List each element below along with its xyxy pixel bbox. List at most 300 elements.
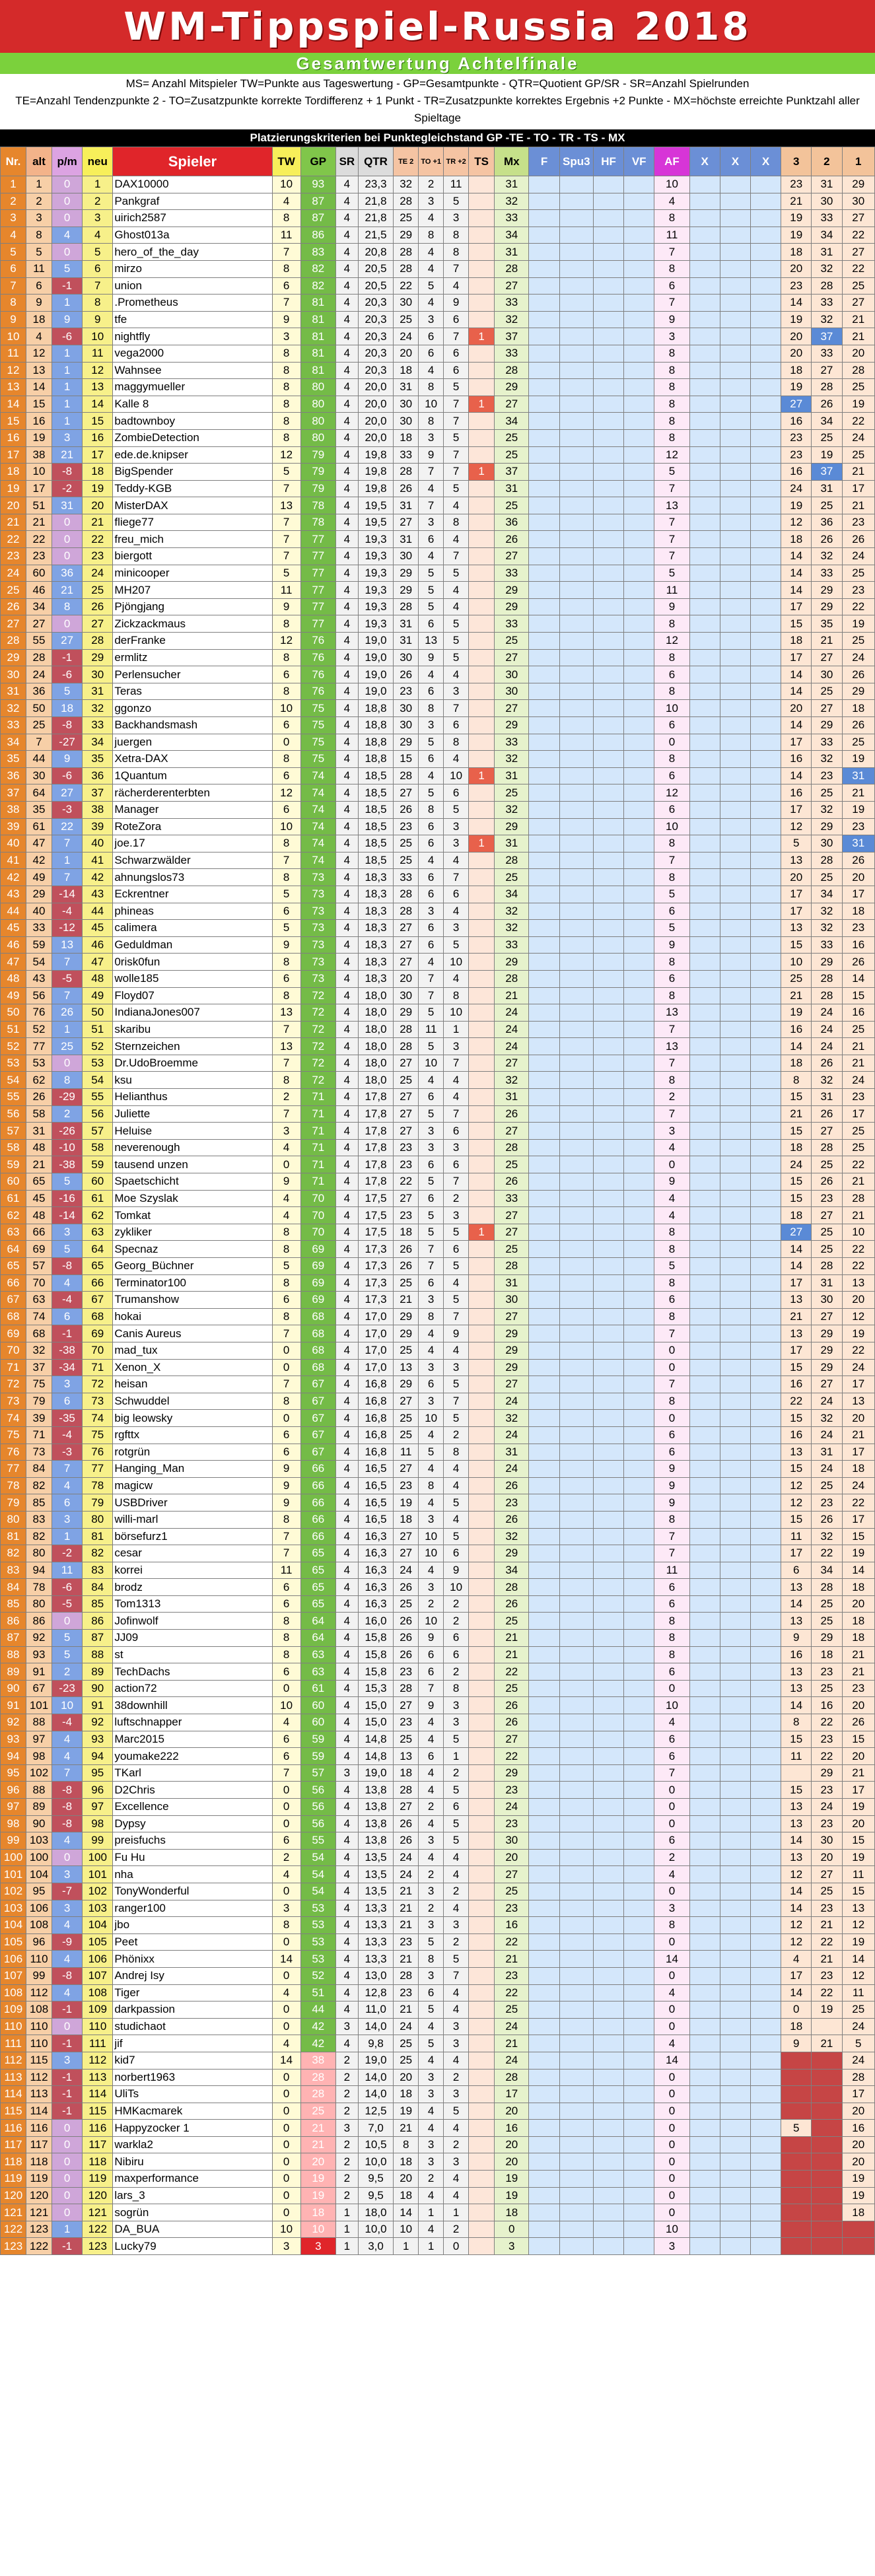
cell-spieler[interactable]: D2Chris: [113, 1782, 272, 1799]
table-row[interactable]: [1, 1528, 875, 1545]
col-alt[interactable]: alt: [26, 147, 52, 176]
cell-spieler[interactable]: ggonzo: [113, 700, 272, 717]
cell-spieler[interactable]: Kalle 8: [113, 396, 272, 413]
cell-spieler[interactable]: ahnungslos73: [113, 869, 272, 886]
table-row[interactable]: [1, 210, 875, 227]
cell-spieler[interactable]: Juliette: [113, 1105, 272, 1123]
cell-spieler[interactable]: phineas: [113, 903, 272, 920]
cell-sr: 4: [335, 1207, 358, 1224]
cell-x1: [689, 987, 720, 1004]
table-row[interactable]: [1, 464, 875, 481]
col-tw[interactable]: TW: [272, 147, 300, 176]
cell-spieler[interactable]: Excellence: [113, 1799, 272, 1816]
col-neu[interactable]: neu: [83, 147, 113, 176]
table-row[interactable]: [1, 1984, 875, 2002]
table-row[interactable]: [1, 1038, 875, 1055]
cell-spieler[interactable]: .Prometheus: [113, 295, 272, 312]
col-ts[interactable]: TS: [469, 147, 495, 176]
cell-to: 4: [419, 1764, 444, 1782]
table-row[interactable]: [1, 2221, 875, 2238]
table-row[interactable]: [1, 683, 875, 700]
cell-round-1: 24: [842, 1359, 875, 1376]
table-row[interactable]: [1, 1714, 875, 1731]
col-tr[interactable]: TR +2: [444, 147, 469, 176]
col-gp[interactable]: GP: [300, 147, 335, 176]
table-row[interactable]: [1, 1663, 875, 1681]
cell-ts: [469, 1562, 495, 1579]
table-row[interactable]: [1, 226, 875, 244]
cell-spieler[interactable]: minicooper: [113, 565, 272, 582]
cell-spieler[interactable]: uirich2587: [113, 210, 272, 227]
table-row[interactable]: [1, 784, 875, 802]
cell-spieler[interactable]: IndianaJones007: [113, 1004, 272, 1022]
cell-spieler[interactable]: DA_BUA: [113, 2221, 272, 2238]
table-row[interactable]: [1, 1342, 875, 1359]
table-row[interactable]: [1, 1021, 875, 1038]
cell-spieler[interactable]: Perlensucher: [113, 666, 272, 683]
cell-spieler[interactable]: Tiger: [113, 1984, 272, 2002]
cell-spieler[interactable]: Andrej Isy: [113, 1967, 272, 1984]
cell-spieler[interactable]: ksu: [113, 1072, 272, 1089]
cell-spieler[interactable]: Peet: [113, 1933, 272, 1951]
table-row[interactable]: [1, 987, 875, 1004]
table-row[interactable]: [1, 1748, 875, 1765]
cell-spieler[interactable]: rotgrün: [113, 1444, 272, 1461]
cell-spieler[interactable]: 38downhill: [113, 1697, 272, 1714]
table-row[interactable]: [1, 835, 875, 853]
table-row[interactable]: [1, 244, 875, 261]
cell-spieler[interactable]: jbo: [113, 1917, 272, 1934]
table-row[interactable]: [1, 379, 875, 396]
cell-spieler[interactable]: tfe: [113, 311, 272, 328]
cell-spieler[interactable]: hero_of_the_day: [113, 244, 272, 261]
cell-spieler[interactable]: Terminator100: [113, 1274, 272, 1292]
cell-spieler[interactable]: Canis Aureus: [113, 1325, 272, 1342]
table-row[interactable]: [1, 666, 875, 683]
cell-nr: 80: [1, 1511, 26, 1528]
table-row[interactable]: [1, 429, 875, 446]
cell-mx: 29: [495, 954, 529, 971]
table-row[interactable]: [1, 345, 875, 362]
table-row[interactable]: [1, 1595, 875, 1613]
table-row[interactable]: [1, 1477, 875, 1494]
col-pm[interactable]: p/m: [52, 147, 83, 176]
cell-spieler[interactable]: Wahnsee: [113, 362, 272, 379]
cell-spieler[interactable]: Nibiru: [113, 2153, 272, 2171]
table-row[interactable]: [1, 1156, 875, 1173]
table-row[interactable]: [1, 413, 875, 430]
cell-spieler[interactable]: ermlitz: [113, 649, 272, 666]
table-row[interactable]: [1, 1258, 875, 1275]
table-row[interactable]: [1, 767, 875, 784]
table-row[interactable]: [1, 1089, 875, 1106]
cell-spieler[interactable]: tausend unzen: [113, 1156, 272, 1173]
cell-spieler[interactable]: luftschnapper: [113, 1714, 272, 1731]
table-row[interactable]: [1, 1630, 875, 1647]
table-row[interactable]: [1, 311, 875, 328]
table-row[interactable]: [1, 1562, 875, 1579]
cell-spieler[interactable]: Dypsy: [113, 1815, 272, 1832]
table-row[interactable]: [1, 1579, 875, 1596]
table-row[interactable]: [1, 801, 875, 818]
cell-spieler[interactable]: Tom1313: [113, 1595, 272, 1613]
table-row[interactable]: [1, 903, 875, 920]
table-row[interactable]: [1, 531, 875, 548]
col-round-2[interactable]: 2: [812, 147, 842, 176]
cell-spieler[interactable]: MisterDAX: [113, 497, 272, 514]
table-row[interactable]: [1, 548, 875, 565]
table-row[interactable]: [1, 1951, 875, 1968]
cell-spieler[interactable]: willi-marl: [113, 1511, 272, 1528]
cell-spieler[interactable]: UliTs: [113, 2086, 272, 2103]
cell-spieler[interactable]: börsefurz1: [113, 1528, 272, 1545]
col-x2[interactable]: X: [720, 147, 750, 176]
table-row[interactable]: [1, 1139, 875, 1156]
cell-spieler[interactable]: maxperformance: [113, 2171, 272, 2188]
table-row[interactable]: [1, 1308, 875, 1325]
cell-spieler[interactable]: Fu Hu: [113, 1849, 272, 1866]
cell-spieler[interactable]: Teddy-KGB: [113, 480, 272, 497]
table-row[interactable]: [1, 734, 875, 751]
col-af[interactable]: AF: [654, 147, 689, 176]
table-row[interactable]: [1, 328, 875, 345]
table-row[interactable]: [1, 818, 875, 835]
cell-spieler[interactable]: youmake222: [113, 1748, 272, 1765]
cell-spieler[interactable]: mad_tux: [113, 1342, 272, 1359]
cell-spieler[interactable]: calimera: [113, 920, 272, 937]
col-hf[interactable]: HF: [593, 147, 623, 176]
cell-spieler[interactable]: MH207: [113, 582, 272, 599]
cell-round-3: 23: [781, 446, 812, 464]
cell-spieler[interactable]: Lucky79: [113, 2238, 272, 2255]
table-row[interactable]: [1, 970, 875, 987]
table-row[interactable]: [1, 920, 875, 937]
table-row[interactable]: [1, 1072, 875, 1089]
cell-spu3: [559, 1224, 593, 1241]
table-row[interactable]: [1, 176, 875, 193]
cell-spieler[interactable]: Teras: [113, 683, 272, 700]
table-row[interactable]: [1, 936, 875, 954]
table-row[interactable]: [1, 260, 875, 277]
cell-spieler[interactable]: heisan: [113, 1376, 272, 1393]
cell-spieler[interactable]: skaribu: [113, 1021, 272, 1038]
table-row[interactable]: [1, 1461, 875, 1478]
table-row[interactable]: [1, 1224, 875, 1241]
cell-spieler[interactable]: neverenough: [113, 1139, 272, 1156]
cell-spieler[interactable]: JJ09: [113, 1630, 272, 1647]
table-row[interactable]: [1, 1764, 875, 1782]
cell-spieler[interactable]: Tomkat: [113, 1207, 272, 1224]
table-row[interactable]: [1, 295, 875, 312]
table-row[interactable]: [1, 869, 875, 886]
cell-spieler[interactable]: Zickzackmaus: [113, 615, 272, 633]
table-row[interactable]: [1, 2086, 875, 2103]
cell-spieler[interactable]: big leowsky: [113, 1410, 272, 1427]
cell-spieler[interactable]: USBDriver: [113, 1494, 272, 1512]
cell-spieler[interactable]: TonyWonderful: [113, 1883, 272, 1900]
cell-spieler[interactable]: Xetra-DAX: [113, 751, 272, 768]
cell-spieler[interactable]: brodz: [113, 1579, 272, 1596]
table-row[interactable]: [1, 1613, 875, 1630]
cell-spieler[interactable]: biergott: [113, 548, 272, 565]
cell-spieler[interactable]: Helianthus: [113, 1089, 272, 1106]
table-row[interactable]: [1, 700, 875, 717]
table-row[interactable]: [1, 1393, 875, 1410]
col-spieler[interactable]: Spieler: [113, 147, 272, 176]
cell-pm: -14: [52, 1207, 83, 1224]
cell-spieler[interactable]: TKarl: [113, 1764, 272, 1782]
cell-f: [529, 2238, 559, 2255]
col-qtr[interactable]: QTR: [358, 147, 393, 176]
table-row[interactable]: [1, 886, 875, 903]
table-row[interactable]: [1, 446, 875, 464]
cell-spieler[interactable]: Pjöngjang: [113, 598, 272, 615]
table-row[interactable]: [1, 1444, 875, 1461]
cell-spieler[interactable]: Dr.UdoBroemme: [113, 1055, 272, 1072]
cell-spieler[interactable]: preisfuchs: [113, 1832, 272, 1850]
table-row[interactable]: [1, 1190, 875, 1207]
cell-spieler[interactable]: ZombieDetection: [113, 429, 272, 446]
table-row[interactable]: [1, 1376, 875, 1393]
table-row[interactable]: [1, 1799, 875, 1816]
table-row[interactable]: [1, 1325, 875, 1342]
table-row[interactable]: [1, 1123, 875, 1140]
table-row[interactable]: [1, 633, 875, 650]
table-row[interactable]: [1, 1815, 875, 1832]
cell-spieler[interactable]: cesar: [113, 1545, 272, 1562]
cell-spieler[interactable]: Geduldman: [113, 936, 272, 954]
cell-spieler[interactable]: sogrün: [113, 2204, 272, 2221]
table-row[interactable]: [1, 1933, 875, 1951]
cell-spieler[interactable]: Specnaz: [113, 1241, 272, 1258]
table-row[interactable]: [1, 1173, 875, 1191]
cell-to: 7: [419, 1241, 444, 1258]
cell-spieler[interactable]: nightfly: [113, 328, 272, 345]
cell-ts: [469, 1342, 495, 1359]
cell-spieler[interactable]: ede.de.knipser: [113, 446, 272, 464]
cell-spieler[interactable]: norbert1963: [113, 2069, 272, 2086]
col-x3[interactable]: X: [750, 147, 781, 176]
table-row[interactable]: [1, 1646, 875, 1663]
table-row[interactable]: [1, 1967, 875, 1984]
table-row[interactable]: [1, 2002, 875, 2019]
cell-sr: 4: [335, 649, 358, 666]
table-row[interactable]: [1, 1782, 875, 1799]
table-row[interactable]: [1, 2136, 875, 2153]
col-x1[interactable]: X: [689, 147, 720, 176]
table-row[interactable]: [1, 2018, 875, 2035]
table-row[interactable]: [1, 1207, 875, 1224]
cell-spieler[interactable]: Xenon_X: [113, 1359, 272, 1376]
table-row[interactable]: [1, 649, 875, 666]
table-row[interactable]: [1, 193, 875, 210]
col-sr[interactable]: SR: [335, 147, 358, 176]
table-row[interactable]: [1, 615, 875, 633]
table-row[interactable]: [1, 1917, 875, 1934]
col-round-1[interactable]: 1: [842, 147, 875, 176]
table-row[interactable]: [1, 1680, 875, 1697]
cell-spieler[interactable]: Schwuddel: [113, 1393, 272, 1410]
table-row[interactable]: [1, 1697, 875, 1714]
col-round-3[interactable]: 3: [781, 147, 812, 176]
cell-spieler[interactable]: mirzo: [113, 260, 272, 277]
table-row[interactable]: [1, 2153, 875, 2171]
cell-spu3: [559, 277, 593, 295]
cell-tr: 3: [444, 2086, 469, 2103]
col-vf[interactable]: VF: [624, 147, 654, 176]
cell-spieler[interactable]: RoteZora: [113, 818, 272, 835]
cell-spieler[interactable]: studichaot: [113, 2018, 272, 2035]
table-row[interactable]: [1, 1731, 875, 1748]
table-row[interactable]: [1, 1292, 875, 1309]
cell-spieler[interactable]: st: [113, 1646, 272, 1663]
table-row[interactable]: [1, 2120, 875, 2137]
cell-spieler[interactable]: hokai: [113, 1308, 272, 1325]
cell-spieler[interactable]: korrei: [113, 1562, 272, 1579]
table-row[interactable]: [1, 2171, 875, 2188]
table-row[interactable]: [1, 497, 875, 514]
cell-spieler[interactable]: nha: [113, 1866, 272, 1883]
cell-spieler[interactable]: Georg_Büchner: [113, 1258, 272, 1275]
cell-spieler[interactable]: DAX10000: [113, 176, 272, 193]
table-row[interactable]: [1, 1883, 875, 1900]
cell-spieler[interactable]: Hanging_Man: [113, 1461, 272, 1478]
cell-spieler[interactable]: derFranke: [113, 633, 272, 650]
cell-x2: [720, 2035, 750, 2052]
col-to[interactable]: TO +1: [419, 147, 444, 176]
cell-sr: 4: [335, 1494, 358, 1512]
cell-spieler[interactable]: Happyzocker 1: [113, 2120, 272, 2137]
table-row[interactable]: [1, 2238, 875, 2255]
table-row[interactable]: [1, 2052, 875, 2069]
col-mx[interactable]: Mx: [495, 147, 529, 176]
cell-spieler[interactable]: warkla2: [113, 2136, 272, 2153]
cell-spieler[interactable]: rächerderenterbten: [113, 784, 272, 802]
table-row[interactable]: [1, 1866, 875, 1883]
cell-spieler[interactable]: HMKacmarek: [113, 2103, 272, 2120]
cell-spieler[interactable]: zykliker: [113, 1224, 272, 1241]
table-row[interactable]: [1, 2069, 875, 2086]
cell-spieler[interactable]: juergen: [113, 734, 272, 751]
cell-spieler[interactable]: Jofinwolf: [113, 1613, 272, 1630]
cell-neu: 121: [83, 2204, 113, 2221]
cell-spieler[interactable]: union: [113, 277, 272, 295]
cell-spieler[interactable]: BigSpender: [113, 464, 272, 481]
cell-tr: 5: [444, 1410, 469, 1427]
cell-round-2: 24: [812, 1038, 842, 1055]
table-row[interactable]: [1, 598, 875, 615]
cell-spieler[interactable]: Backhandsmash: [113, 717, 272, 734]
table-row[interactable]: [1, 582, 875, 599]
cell-spieler[interactable]: jif: [113, 2035, 272, 2052]
table-row[interactable]: [1, 1494, 875, 1512]
cell-spieler[interactable]: vega2000: [113, 345, 272, 362]
cell-spieler[interactable]: Schwarzwälder: [113, 852, 272, 869]
cell-spieler[interactable]: magicw: [113, 1477, 272, 1494]
table-row[interactable]: [1, 1055, 875, 1072]
cell-spieler[interactable]: TechDachs: [113, 1663, 272, 1681]
cell-spieler[interactable]: badtownboy: [113, 413, 272, 430]
col-nr[interactable]: Nr.: [1, 147, 26, 176]
cell-spieler[interactable]: Eckrentner: [113, 886, 272, 903]
table-row[interactable]: [1, 2204, 875, 2221]
cell-spieler[interactable]: Pankgraf: [113, 193, 272, 210]
table-row[interactable]: [1, 2035, 875, 2052]
cell-spieler[interactable]: Manager: [113, 801, 272, 818]
table-row[interactable]: [1, 362, 875, 379]
table-row[interactable]: [1, 2103, 875, 2120]
cell-spieler[interactable]: fliege77: [113, 514, 272, 531]
table-row[interactable]: [1, 1274, 875, 1292]
col-f[interactable]: F: [529, 147, 559, 176]
table-row[interactable]: [1, 1359, 875, 1376]
cell-pm: 1: [52, 379, 83, 396]
cell-spieler[interactable]: lars_3: [113, 2187, 272, 2204]
table-row[interactable]: [1, 1900, 875, 1917]
table-row[interactable]: [1, 954, 875, 971]
cell-spieler[interactable]: Heluise: [113, 1123, 272, 1140]
cell-spieler[interactable]: joe.17: [113, 835, 272, 853]
cell-spieler[interactable]: Trumanshow: [113, 1292, 272, 1309]
table-row[interactable]: [1, 751, 875, 768]
table-row[interactable]: [1, 2187, 875, 2204]
cell-x1: [689, 1038, 720, 1055]
cell-spieler[interactable]: action72: [113, 1680, 272, 1697]
cell-spieler[interactable]: wolle185: [113, 970, 272, 987]
cell-spieler[interactable]: 1Quantum: [113, 767, 272, 784]
table-row[interactable]: [1, 1545, 875, 1562]
table-row[interactable]: [1, 1004, 875, 1022]
cell-spieler[interactable]: freu_mich: [113, 531, 272, 548]
cell-spieler[interactable]: maggymueller: [113, 379, 272, 396]
col-spu3[interactable]: Spu3: [559, 147, 593, 176]
cell-af: 0: [654, 1359, 689, 1376]
table-row[interactable]: [1, 565, 875, 582]
cell-f: [529, 2086, 559, 2103]
col-te[interactable]: TE 2: [394, 147, 419, 176]
table-row[interactable]: [1, 1511, 875, 1528]
cell-spieler[interactable]: Phönixx: [113, 1951, 272, 1968]
cell-qtr: 16,5: [358, 1511, 393, 1528]
table-row[interactable]: [1, 396, 875, 413]
cell-spieler[interactable]: Sternzeichen: [113, 1038, 272, 1055]
cell-spieler[interactable]: rgfttx: [113, 1426, 272, 1444]
cell-spieler[interactable]: kid7: [113, 2052, 272, 2069]
cell-spieler[interactable]: 0risk0fun: [113, 954, 272, 971]
cell-spieler[interactable]: darkpassion: [113, 2002, 272, 2019]
table-row[interactable]: [1, 1832, 875, 1850]
cell-spieler[interactable]: Moe Szyslak: [113, 1190, 272, 1207]
table-row[interactable]: [1, 514, 875, 531]
table-row[interactable]: [1, 1105, 875, 1123]
table-row[interactable]: [1, 1410, 875, 1427]
table-row[interactable]: [1, 852, 875, 869]
table-row[interactable]: [1, 1426, 875, 1444]
cell-spieler[interactable]: Floyd07: [113, 987, 272, 1004]
cell-spieler[interactable]: Ghost013a: [113, 226, 272, 244]
cell-x1: [689, 1292, 720, 1309]
table-row[interactable]: [1, 1241, 875, 1258]
cell-spieler[interactable]: Spaetschicht: [113, 1173, 272, 1191]
table-row[interactable]: [1, 277, 875, 295]
cell-spieler[interactable]: Marc2015: [113, 1731, 272, 1748]
table-row[interactable]: [1, 480, 875, 497]
table-row[interactable]: [1, 717, 875, 734]
cell-spieler[interactable]: ranger100: [113, 1900, 272, 1917]
cell-vf: [624, 1274, 654, 1292]
cell-round-2: 25: [812, 869, 842, 886]
table-row[interactable]: [1, 1849, 875, 1866]
